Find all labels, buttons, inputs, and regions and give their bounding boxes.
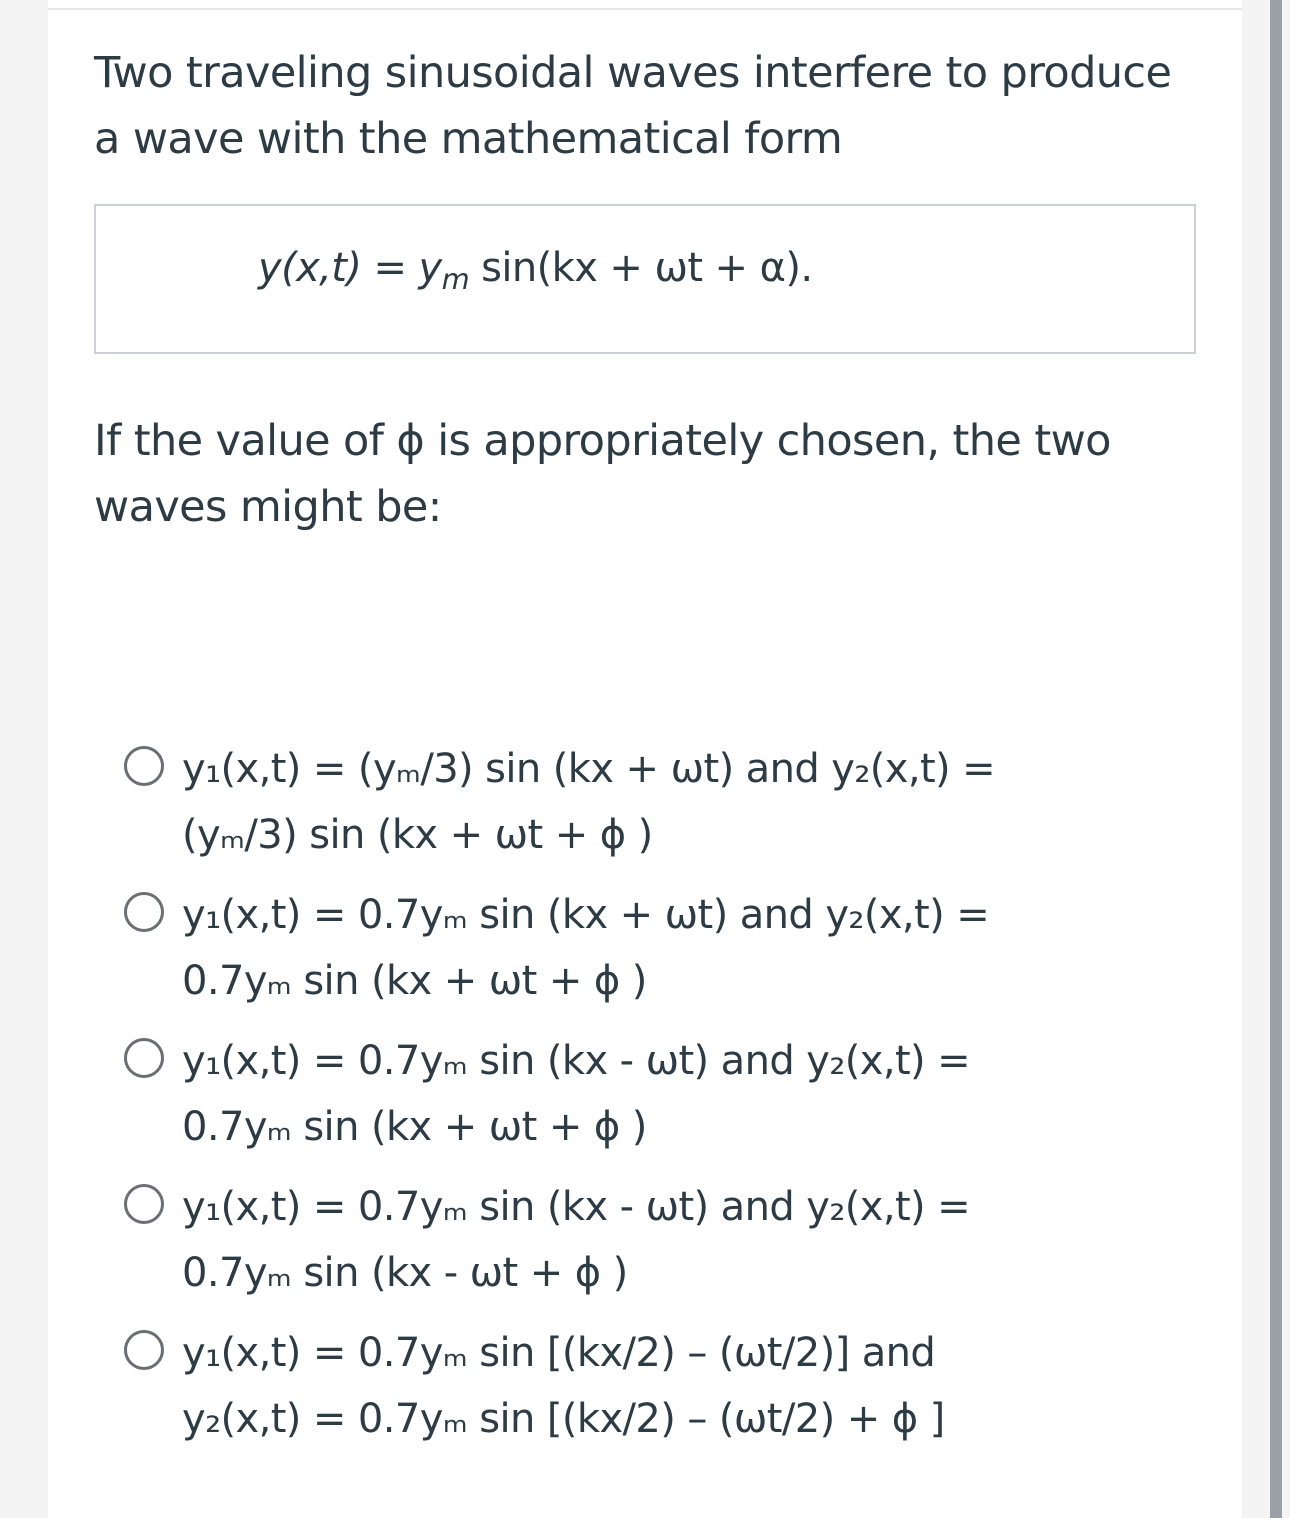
equation-equals: =	[361, 245, 419, 291]
answer-option-2[interactable]	[124, 882, 1174, 1028]
answer-label	[182, 736, 1132, 868]
radio-button[interactable]	[124, 892, 164, 932]
answer-line-1: y₁(x,t) = 0.7yₘ sin (kx - ωt) and y₂(x,t) =	[182, 1184, 971, 1230]
radio-button[interactable]	[124, 1330, 164, 1370]
divider	[48, 8, 1242, 10]
equation-rhs: sin(kx + ωt + α).	[469, 245, 813, 291]
answer-line-2: 0.7yₘ sin (kx + ωt + ϕ )	[182, 1104, 647, 1150]
question-prompt: If the value of ϕ is appropriately chosen, the two waves might be:	[94, 416, 1111, 532]
answer-label	[182, 882, 1132, 1014]
answer-option-3[interactable]	[124, 1028, 1174, 1174]
answer-line-1: y₁(x,t) = 0.7yₘ sin (kx - ωt) and y₂(x,t) =	[182, 1038, 971, 1084]
answer-list	[124, 736, 1174, 1466]
answer-option-1[interactable]	[124, 736, 1174, 882]
answer-line-1: y₁(x,t) = (yₘ/3) sin (kx + ωt) and y₂(x,t) =	[182, 746, 996, 792]
answer-label	[182, 1320, 1132, 1452]
answer-option-4[interactable]	[124, 1174, 1174, 1320]
answer-option-5[interactable]	[124, 1320, 1174, 1466]
radio-button[interactable]	[124, 1184, 164, 1224]
equation	[258, 238, 812, 298]
answer-line-2: 0.7yₘ sin (kx + ωt + ϕ )	[182, 958, 647, 1004]
answer-label	[182, 1174, 1132, 1306]
answer-line-2: (yₘ/3) sin (kx + ωt + ϕ )	[182, 812, 653, 858]
answer-label	[182, 1028, 1132, 1160]
answer-line-2: 0.7yₘ sin (kx - ωt + ϕ )	[182, 1250, 628, 1296]
answer-line-1: y₁(x,t) = 0.7yₘ sin [(kx/2) – (ωt/2)] and	[182, 1330, 936, 1376]
equation-box	[94, 204, 1196, 354]
radio-button[interactable]	[124, 1038, 164, 1078]
scrollbar[interactable]	[1270, 0, 1282, 1518]
answer-line-2: y₂(x,t) = 0.7yₘ sin [(kx/2) – (ωt/2) + ϕ ]	[182, 1396, 945, 1442]
radio-button[interactable]	[124, 746, 164, 786]
equation-ym: $y_m$	[418, 245, 470, 297]
answer-line-1: y₁(x,t) = 0.7yₘ sin (kx + ωt) and y₂(x,t) =	[182, 892, 990, 938]
question-intro: Two traveling sinusoidal waves interfere to produce a wave with the mathematical form	[94, 48, 1172, 164]
equation-lhs: y(x,t)	[258, 245, 362, 291]
